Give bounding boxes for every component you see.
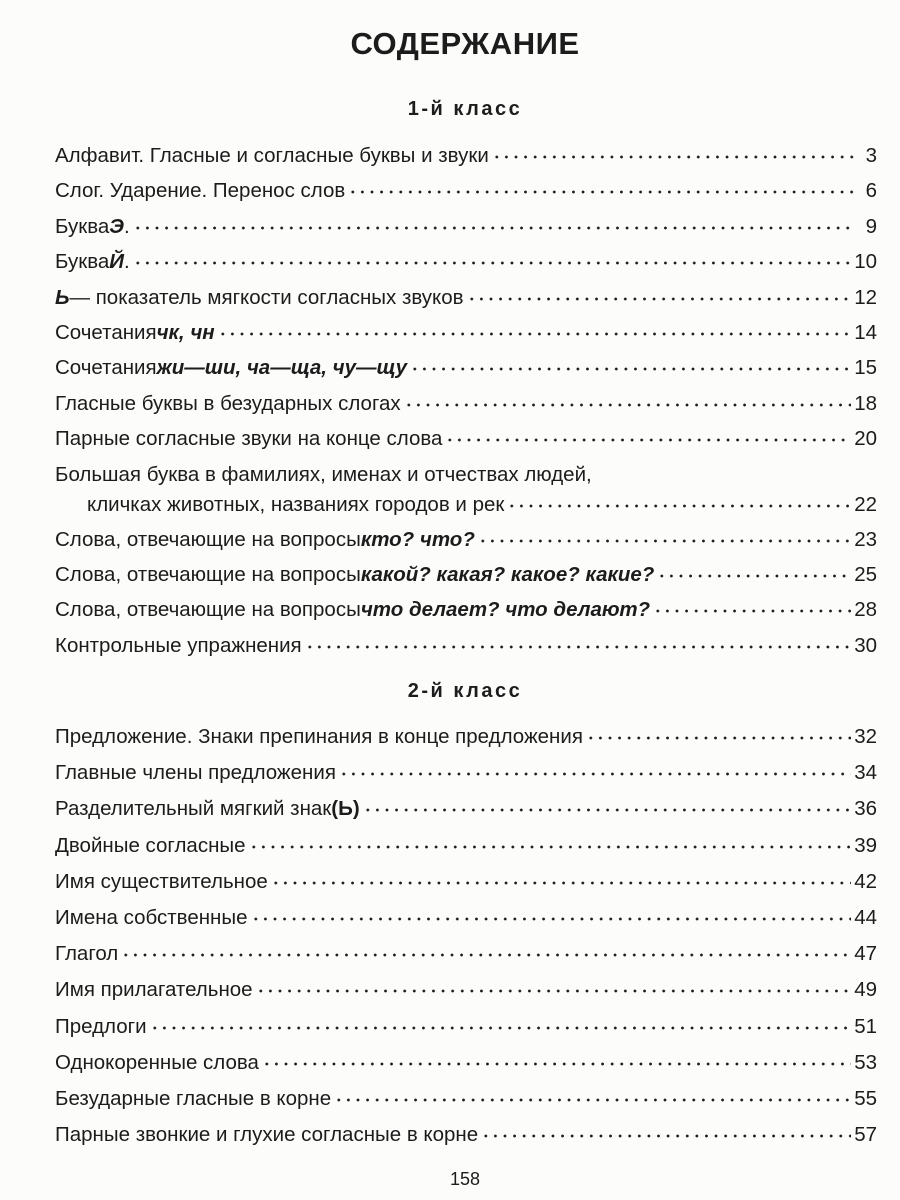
entry-title-bold: (Ь) [331,797,360,821]
toc-entry[interactable] [55,350,877,385]
entry-page-number: 10 [854,250,877,274]
entry-title: Гласные буквы в безударных слогах [55,391,401,415]
entry-page-number: 32 [854,725,877,748]
dot-leader [334,1084,851,1105]
entry-title-suffix: — показатель мягкости согласных звуков [69,285,464,309]
entry-title: Сочетания [55,356,157,380]
dot-leader [249,831,852,852]
section-heading-grade-2: 2-й класс [407,680,523,702]
entry-title: Алфавит. Гласные и согласные буквы и звуки [55,144,489,167]
entry-title: Буква [55,214,110,238]
dot-leader [478,525,851,546]
toc-entry[interactable] [55,1117,877,1153]
dot-leader [251,903,852,924]
dot-leader [481,1121,851,1142]
entry-page-number: 6 [865,179,877,203]
toc-entry[interactable] [55,791,877,827]
toc-entry[interactable] [55,1045,877,1081]
toc-entry[interactable] [55,1009,877,1045]
entry-title: Слова, отвечающие на вопросы [55,598,361,622]
entry-title: Сочетания [55,320,157,344]
entry-page-number: 22 [854,492,877,516]
toc-entry[interactable] [55,209,877,244]
entry-title: Имя существительное [55,869,268,893]
entry-title: Слова, отвечающие на вопросы [55,527,361,551]
dot-leader [339,759,851,780]
toc-list-grade-1 [55,138,877,663]
dot-leader [657,560,851,581]
toc-entry[interactable] [55,557,877,592]
toc-entry[interactable] [55,900,877,936]
entry-title: Двойные согласные [55,833,246,857]
dot-leader [410,354,851,375]
entry-title: Разделительный мягкий знак [55,797,332,821]
dot-leader [445,425,851,446]
entry-title: Парные звонкие и глухие согласные в корне [55,1123,479,1147]
toc-entry[interactable] [55,719,877,755]
entry-title: Слог. Ударение. Перенос слов [55,179,346,203]
toc-entry[interactable] [55,1081,877,1117]
entry-title: Предложение. Знаки препинания в конце предложения [55,725,583,748]
entry-page-number: 12 [854,285,877,309]
dot-leader [305,631,852,652]
section-heading-grade-1: 1-й класс [407,98,523,120]
toc-entry[interactable] [55,173,877,208]
toc-entry[interactable] [55,628,877,663]
toc-entry[interactable] [55,421,877,456]
entry-page-number: 18 [854,391,877,415]
entry-page-number: 20 [854,427,877,451]
page-number: 158 [449,1169,481,1189]
dot-leader [507,490,851,511]
entry-page-number: 42 [854,869,877,893]
dot-leader [492,142,854,163]
entry-title: Безударные гласные в корне [55,1086,332,1110]
entry-title: Большая буква в фамилиях, именах и отчествах людей, [55,462,592,486]
toc-entry[interactable] [55,315,877,350]
entry-page-number: 55 [854,1086,877,1110]
entry-title: Однокоренные слова [55,1050,259,1074]
entry-title-emphasis: Ь [55,285,70,309]
entry-page-number: 39 [854,833,877,857]
entry-page-number: 49 [854,978,877,1002]
entry-page-number: 3 [865,144,877,167]
entry-title-emphasis: что делает? что делают? [360,598,651,622]
entry-title-emphasis: жи—ши, ча—ща, чу—щу [156,356,408,380]
page-title: СОДЕРЖАНИЕ [350,26,580,61]
dot-leader [586,723,851,744]
entry-page-number: 14 [854,320,877,344]
entry-title: Контрольные упражнения [55,633,302,657]
dot-leader [467,283,852,304]
entry-page-number: 44 [854,905,877,929]
entry-title-emphasis: Э [109,214,125,238]
entry-title-suffix: . [124,214,130,238]
dot-leader [121,940,851,961]
entry-title-suffix: . [124,250,130,274]
dot-leader [271,867,851,888]
entry-title: Имена собственные [55,905,248,929]
toc-entry[interactable] [55,386,877,421]
toc-entry[interactable] [55,522,877,557]
toc-entry[interactable] [55,755,877,791]
dot-leader [133,212,854,233]
entry-page-number: 25 [854,562,877,586]
toc-entry[interactable] [55,864,877,900]
dot-leader [262,1048,851,1069]
toc-entry[interactable] [55,592,877,627]
entry-page-number: 51 [854,1014,877,1038]
entry-title: Предлоги [55,1014,147,1038]
toc-entry[interactable] [55,280,877,315]
toc-entry[interactable] [55,457,877,522]
dot-leader [150,1012,852,1033]
dot-leader [133,248,851,269]
toc-list-grade-2 [55,719,877,1153]
entry-page-number: 53 [854,1050,877,1074]
entry-title: Буква [55,250,110,274]
toc-entry[interactable] [55,244,877,279]
entry-title: Главные члены предложения [55,761,336,785]
dot-leader [404,389,852,410]
entry-title: Имя прилагательное [55,978,253,1002]
entry-page-number: 30 [854,633,877,657]
entry-title-emphasis: какой? какая? какое? какие? [360,562,655,586]
entry-title-emphasis: чк, чн [156,320,215,344]
entry-title: Парные согласные звуки на конце слова [55,427,443,451]
dot-leader [363,795,852,816]
dot-leader [218,318,852,339]
toc-entry[interactable] [55,138,877,173]
entry-title-emphasis: Й [109,250,125,274]
entry-page-number: 15 [854,356,877,380]
entry-page-number: 23 [854,527,877,551]
entry-page-number: 9 [865,214,877,238]
entry-title-emphasis: кто? что? [360,527,475,551]
toc-entry[interactable] [55,936,877,972]
entry-page-number: 36 [854,797,877,821]
dot-leader [348,177,854,198]
entry-page-number: 28 [854,598,877,622]
toc-entry[interactable] [55,972,877,1008]
entry-page-number: 34 [854,761,877,785]
entry-page-number: 57 [854,1123,877,1147]
entry-title-line2: кличках животных, названиях городов и рек [87,492,505,516]
entry-title: Слова, отвечающие на вопросы [55,562,361,586]
dot-leader [256,976,852,997]
dot-leader [653,596,851,617]
toc-entry[interactable] [55,828,877,864]
entry-page-number: 47 [854,942,877,966]
entry-title: Глагол [55,942,119,966]
